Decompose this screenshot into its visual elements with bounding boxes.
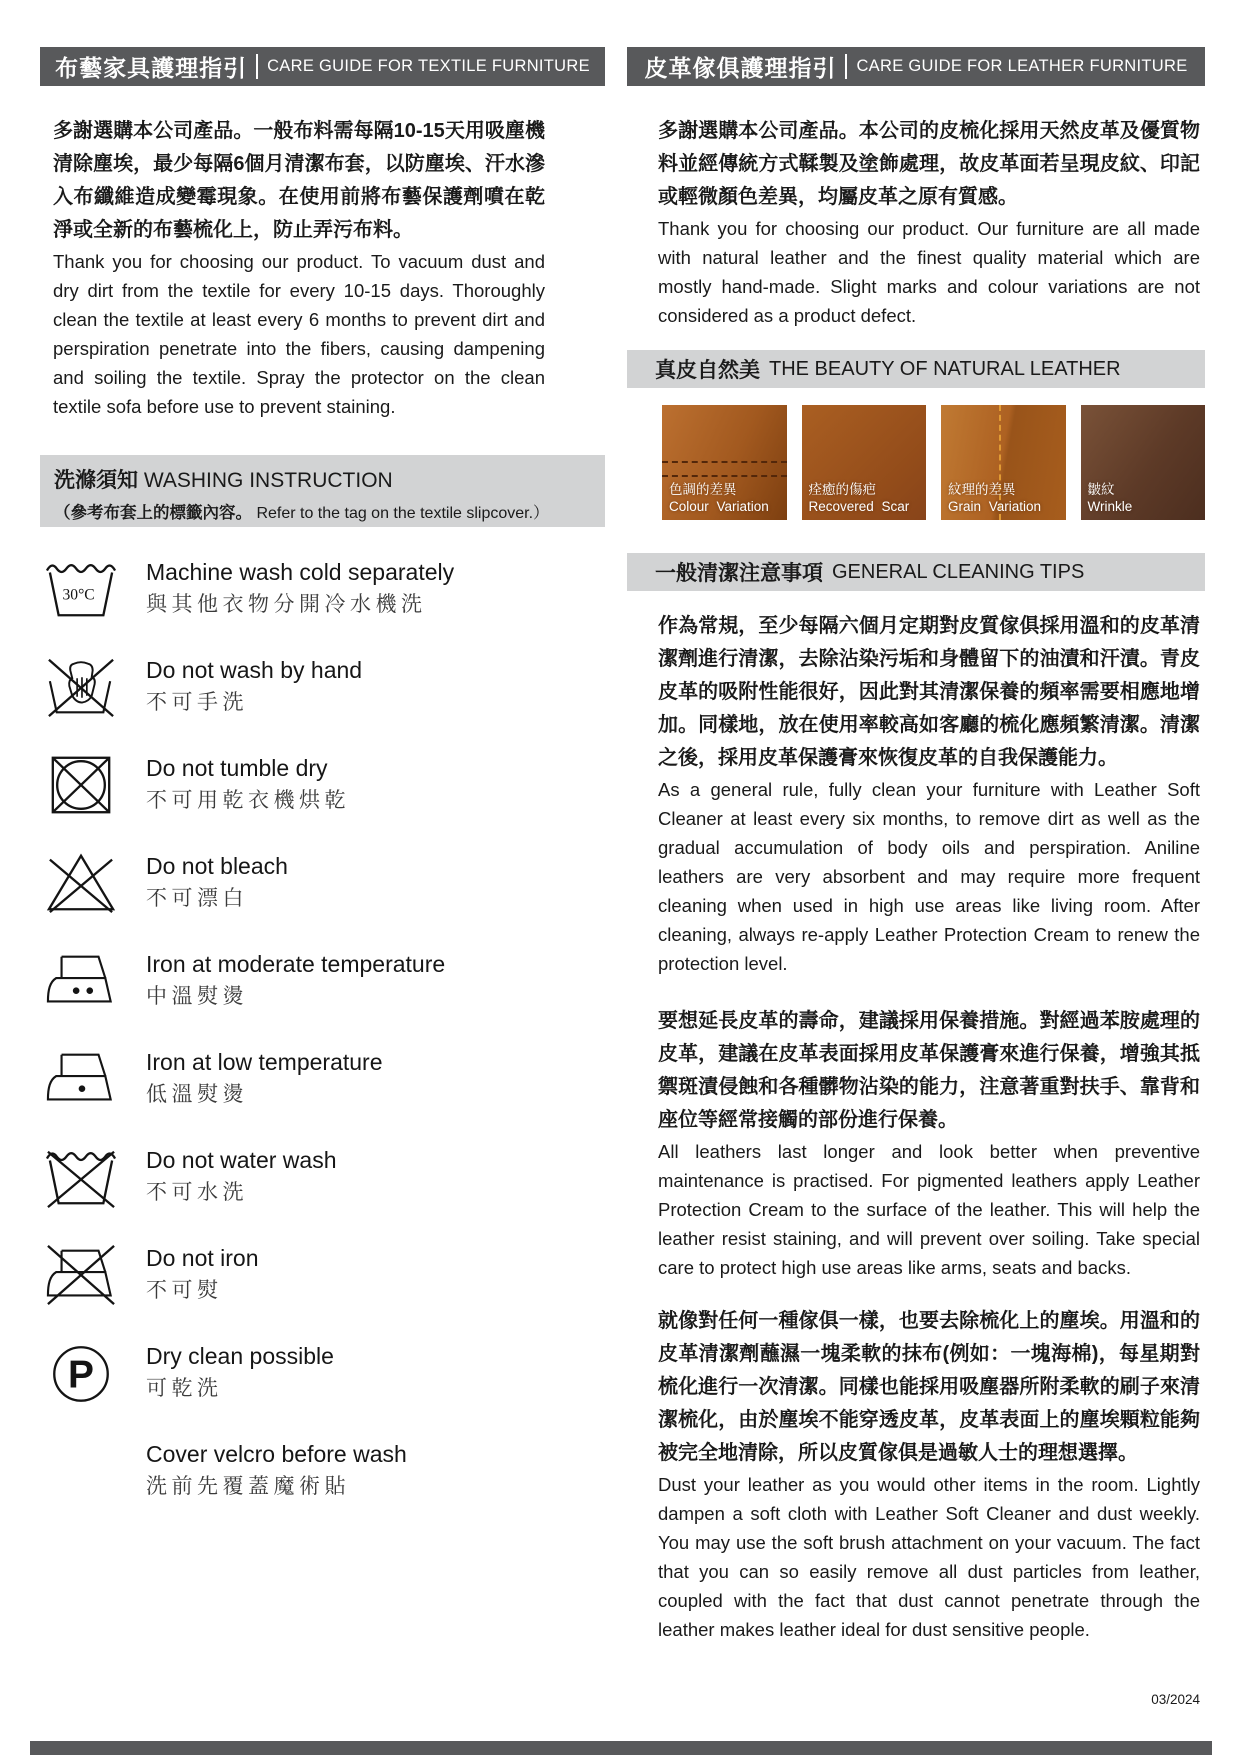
iron-moderate-icon — [40, 946, 122, 1016]
washing-instruction-title — [54, 464, 605, 494]
wash-label-zh: 低溫熨燙 — [146, 1082, 248, 1106]
textile-column — [40, 47, 605, 1535]
leather-intro-en: Thank you for choosing our product. Our furniture are all made with natural leather and the finest quality material which are mostly hand-made. Slight marks and colour variations are not considered as a product defect. — [658, 218, 1200, 326]
leather-header-bar — [627, 47, 1205, 86]
no-tumble-dry-icon — [40, 750, 122, 820]
wash-item-labels — [146, 1243, 259, 1308]
textile-header-title-en: CARE GUIDE FOR TEXTILE FURNITURE — [267, 57, 590, 75]
wash-label-zh: 中溫熨燙 — [146, 984, 248, 1008]
list-item — [40, 1241, 605, 1309]
dry-clean-p-icon — [40, 1338, 122, 1408]
wash-label-en: Iron at moderate temperature — [146, 950, 446, 977]
wash-item-labels — [146, 753, 350, 818]
beauty-heading-en: THE BEAUTY OF NATURAL LEATHER — [769, 357, 1121, 380]
washing-title-zh: 洗滌須知 — [54, 469, 138, 492]
wash-item-labels — [146, 1439, 407, 1504]
wash-label-zh: 不可漂白 — [146, 886, 248, 910]
footer-rule-bar — [30, 1741, 1212, 1755]
svg-text:30°C: 30°C — [62, 586, 95, 604]
wash-label-zh: 不可手洗 — [146, 690, 248, 714]
wash-label-zh: 可乾洗 — [146, 1376, 223, 1400]
swatch-label: 紋理的差異 Grain Variation — [948, 482, 1042, 514]
tips-heading-en: GENERAL CLEANING TIPS — [832, 560, 1085, 583]
no-hand-wash-icon — [40, 652, 122, 722]
leather-swatch-wrinkle — [1081, 405, 1206, 520]
stitch-line — [662, 475, 787, 477]
no-water-wash-icon — [40, 1142, 122, 1212]
wash-item-labels — [146, 1341, 334, 1406]
no-iron-icon — [40, 1240, 122, 1310]
wash-label-en: Machine wash cold separately — [146, 558, 455, 585]
general-cleaning-tips-heading — [627, 553, 1205, 591]
beauty-heading-zh: 真皮自然美 — [655, 359, 760, 382]
wash-item-labels — [146, 655, 362, 720]
no-bleach-icon — [40, 848, 122, 918]
wash-label-en: Do not iron — [146, 1244, 259, 1271]
washing-note-zh: （參考布套上的標籤內容。 — [54, 504, 252, 522]
tips-paragraph-zh: 要想延長皮革的壽命，建議採用保養措施。對經過苯胺處理的皮革，建議在皮革表面採用皮革保護膏來進行保養，增強其抵禦斑漬侵蝕和各種髒物沾染的能力，注意著重對扶手、靠背和座位等經常接觸的部份進行保養。 — [658, 1010, 1200, 1131]
washing-note-en: Refer to the tag on the textile slipcover.） — [252, 505, 550, 522]
list-item — [40, 1437, 605, 1505]
tips-paragraph-en: As a general rule, fully clean your furniture with Leather Soft Cleaner at least every six months, to remove dirt as well as the gradual accumulation of body oils and perspiration. Aniline leathers are very absorbent and may require more frequent cleaning when used in high use areas like living room. After cleaning, always re-apply Leather Protection Cream to renew the protection level. — [658, 779, 1200, 974]
list-item — [40, 947, 605, 1015]
leather-swatch-row — [662, 405, 1205, 520]
wash-label-en: Dry clean possible — [146, 1342, 334, 1369]
header-divider — [845, 54, 847, 79]
wash-item-labels — [146, 851, 288, 916]
wash-label-zh: 與其他衣物分開冷水機洗 — [146, 592, 427, 616]
list-item — [40, 555, 605, 623]
textile-header-bar — [40, 47, 605, 86]
machine-wash-30c-icon — [40, 554, 122, 624]
wash-label-zh: 不可水洗 — [146, 1180, 248, 1204]
tips-paragraph-en: All leathers last longer and look better when preventive maintenance is practised. For pigmented leathers apply Leather Protection Cream to the surface of the leather. This will help the leather resist staining, and will prevent over soiling. Take special care to protect high use areas like arms, seats and backs. — [658, 1141, 1200, 1278]
beauty-of-leather-heading — [627, 350, 1205, 388]
list-item — [40, 1045, 605, 1113]
tips-heading-zh: 一般清潔注意事項 — [655, 562, 823, 585]
wash-label-zh: 不可用乾衣機烘乾 — [146, 788, 350, 812]
leather-swatch-recovered-scar — [802, 405, 927, 520]
textile-intro-zh: 多謝選購本公司產品。一般布料需每隔10-15天用吸塵機清除塵埃，最少每隔6個月清潔布套，以防塵埃、汗水滲入布纖維造成變霉現象。在使用前將布藝保護劑噴在乾淨或全新的布藝梳化上，防止弄污布料。 — [53, 120, 545, 241]
list-item — [40, 849, 605, 917]
wash-label-en: Do not tumble dry — [146, 754, 328, 781]
wash-label-en: Do not bleach — [146, 852, 288, 879]
svg-text:P: P — [68, 1353, 94, 1397]
leather-swatch-grain-variation — [941, 405, 1066, 520]
textile-header-title-zh: 布藝家具護理指引 — [55, 55, 248, 81]
wash-label-en: Iron at low temperature — [146, 1048, 383, 1075]
wash-item-labels — [146, 1047, 383, 1112]
stitch-line — [662, 461, 787, 463]
wash-item-labels — [146, 949, 445, 1014]
tips-paragraph-en: Dust your leather as you would other items in the room. Lightly dampen a soft cloth with Leather Soft Cleaner and dust weekly. You may use the soft brush attachment on your vacuum. The fact that you can so easily remove all dust particles from leather, coupled with the fact that dust cannot penetrate through the leather makes leather ideal for dust sensitive people. — [658, 1474, 1200, 1640]
wash-item-labels — [146, 1145, 336, 1210]
leather-header-title-en: CARE GUIDE FOR LEATHER FURNITURE — [856, 57, 1188, 75]
washing-instruction-heading — [40, 455, 605, 527]
wash-item-labels — [146, 557, 454, 622]
leather-intro-zh: 多謝選購本公司產品。本公司的皮梳化採用天然皮革及優質物料並經傳統方式鞣製及塗飾處理，故皮革面若呈現皮紋、印記或輕微顏色差異，均屬皮革之原有質感。 — [658, 120, 1200, 208]
washing-title-en: WASHING INSTRUCTION — [138, 469, 393, 492]
header-divider — [256, 54, 258, 79]
tips-paragraph-group — [627, 610, 1205, 978]
leather-swatch-colour-variation — [662, 405, 787, 520]
tips-paragraph-group — [627, 1305, 1205, 1644]
list-item — [40, 653, 605, 721]
wash-label-en: Do not wash by hand — [146, 656, 363, 683]
swatch-label: 皺紋 Wrinkle — [1087, 482, 1133, 514]
revision-date: 03/2024 — [1151, 1692, 1200, 1707]
washing-symbol-list — [40, 555, 605, 1505]
leather-header-title-zh: 皮革傢俱護理指引 — [644, 55, 837, 81]
tips-paragraph-zh: 作為常規，至少每隔六個月定期對皮質傢俱採用溫和的皮革清潔劑進行清潔，去除沾染污垢和身體留下的油漬和汗漬。青皮皮革的吸附性能很好，因此對其清潔保養的頻率需要相應地增加。同樣地，放在使用率較高如客廳的梳化應頻繁清潔。清潔之後，採用皮革保護膏來恢復皮革的自我保護能力。 — [658, 615, 1200, 769]
list-item — [40, 751, 605, 819]
washing-instruction-note — [54, 499, 605, 523]
wash-label-en: Do not water wash — [146, 1146, 337, 1173]
wash-label-zh: 洗前先覆蓋魔術貼 — [146, 1474, 350, 1498]
swatch-label: 痊癒的傷疤 Recovered Scar — [808, 482, 910, 514]
tips-paragraph-zh: 就像對任何一種傢俱一樣，也要去除梳化上的塵埃。用溫和的皮革清潔劑蘸濕一塊柔軟的抹布(例如：一塊海棉)，每星期對梳化進行一次清潔。同樣也能採用吸塵器所附柔軟的刷子來清潔梳化，由於塵埃不能穿透皮革，皮革表面上的塵埃顆粒能夠被完全地清除，所以皮質傢俱是過敏人士的理想選擇。 — [658, 1310, 1200, 1464]
swatch-label: 色調的差異 Colour Variation — [669, 482, 769, 514]
iron-low-icon — [40, 1044, 122, 1114]
wash-label-en: Cover velcro before wash — [146, 1440, 407, 1467]
leather-column — [627, 47, 1205, 1644]
wash-label-zh: 不可熨 — [146, 1278, 223, 1302]
list-item — [40, 1339, 605, 1407]
tips-paragraph-group — [627, 1005, 1205, 1282]
list-item — [40, 1143, 605, 1211]
textile-intro-en: Thank you for choosing our product. To vacuum dust and dry dirt from the textile for every 10-15 days. Thoroughly clean the textile at least every 6 months to prevent dirt and perspiration penetrate into the fibers, causing dampening and soiling the textile. Spray the protector on the clean textile sofa before use to prevent staining. — [53, 251, 545, 417]
